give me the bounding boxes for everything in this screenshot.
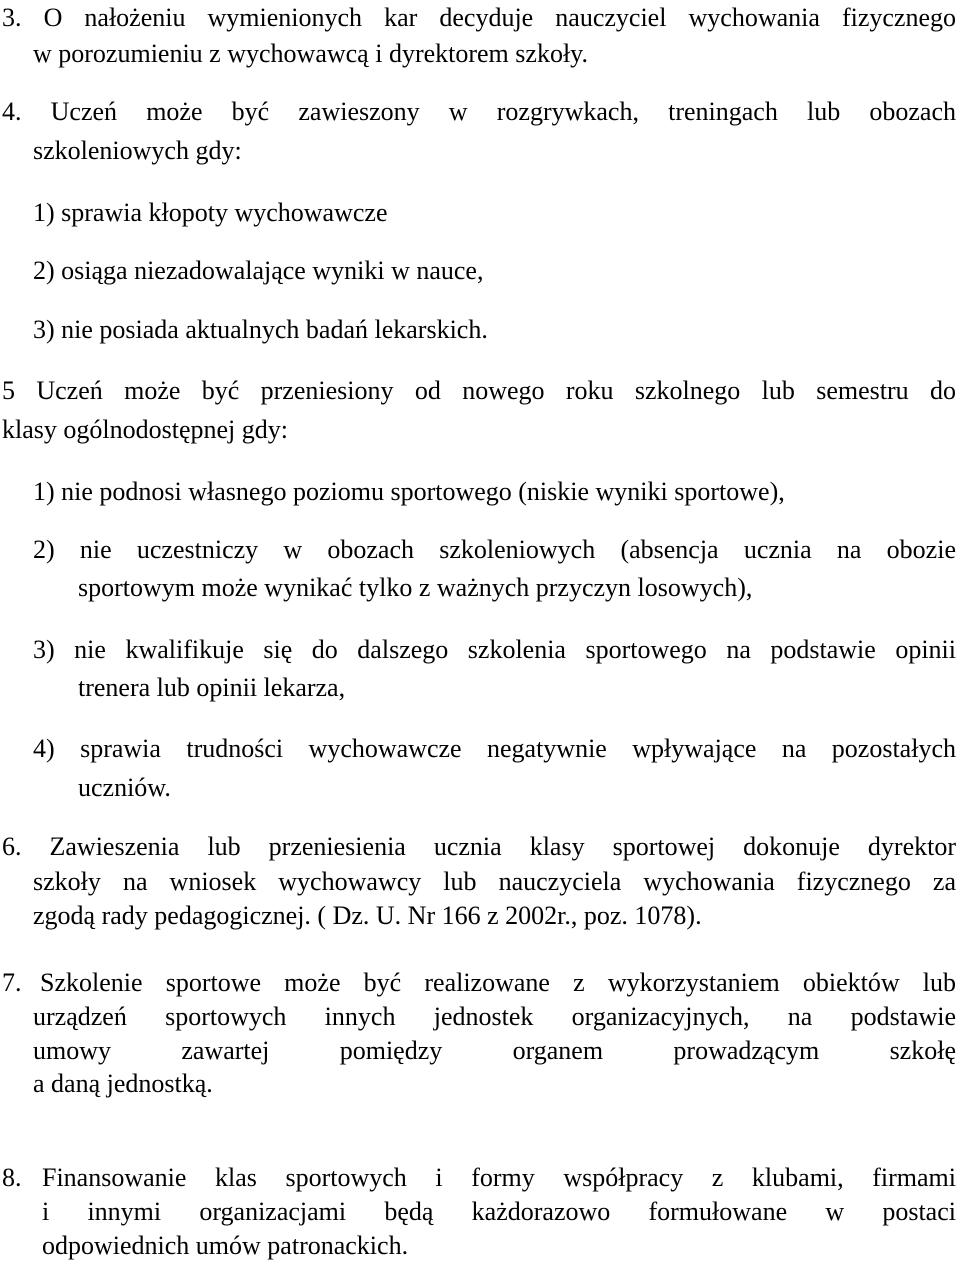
p5-line-2: klasy ogólnodostępnej gdy: xyxy=(2,415,288,444)
p5-list-item-4-line-2: uczniów. xyxy=(78,773,171,802)
p8-line-2: i innymi organizacjami będą każdorazowo formułowane w postaci xyxy=(42,1197,956,1226)
p7-number: 7. xyxy=(2,968,22,997)
p7-line-3: umowy zawartej pomiędzy organem prowadzącym szkołę xyxy=(33,1036,956,1065)
p3-line-2: w porozumieniu z wychowawcą i dyrektorem szkoły. xyxy=(33,39,588,68)
p7-line-4: a daną jednostką. xyxy=(33,1069,213,1098)
p5-list-item-3-line-2: trenera lub opinii lekarza, xyxy=(78,673,346,702)
p5-list-item-2-line-2: sportowym może wynikać tylko z ważnych przyczyn losowych), xyxy=(78,573,753,602)
p8-number: 8. xyxy=(2,1163,22,1192)
p6-line-2: szkoły na wniosek wychowawcy lub nauczyciela wychowania fizycznego za xyxy=(33,867,956,896)
p7-line-1: Szkolenie sportowe może być realizowane z wykorzystaniem obiektów lub xyxy=(40,968,956,997)
p4-list-item-2: 2) osiąga niezadowalające wyniki w nauce, xyxy=(33,256,484,285)
p4-line-2: szkoleniowych gdy: xyxy=(33,136,242,165)
p6-line-1: 6. Zawieszenia lub przeniesienia ucznia klasy sportowej dokonuje dyrektor xyxy=(2,832,956,861)
p8-line-3: odpowiednich umów patronackich. xyxy=(42,1231,409,1260)
p5-list-item-1: 1) nie podnosi własnego poziomu sportowego (niskie wyniki sportowe), xyxy=(33,477,785,506)
p5-list-item-4-line-1: 4) sprawia trudności wychowawcze negatywnie wpływające na pozostałych xyxy=(33,734,956,763)
p4-list-item-1: 1) sprawia kłopoty wychowawcze xyxy=(33,198,388,227)
p3-line-1: 3. O nałożeniu wymienionych kar decyduje nauczyciel wychowania fizycznego xyxy=(2,3,956,32)
p5-line-1: 5 Uczeń może być przeniesiony od nowego roku szkolnego lub semestru do xyxy=(2,376,956,405)
p5-list-item-3-line-1: 3) nie kwalifikuje się do dalszego szkolenia sportowego na podstawie opinii xyxy=(33,635,956,664)
p7-line-2: urządzeń sportowych innych jednostek organizacyjnych, na podstawie xyxy=(33,1002,956,1031)
p5-list-item-2-line-1: 2) nie uczestniczy w obozach szkoleniowych (absencja ucznia na obozie xyxy=(33,535,956,564)
p4-list-item-3: 3) nie posiada aktualnych badań lekarskich. xyxy=(33,315,488,344)
p4-line-1: 4. Uczeń może być zawieszony w rozgrywkach, treningach lub obozach xyxy=(2,97,956,126)
p6-line-3: zgodą rady pedagogicznej. ( Dz. U. Nr 166 z 2002r., poz. 1078). xyxy=(33,901,702,930)
p8-line-1: Finansowanie klas sportowych i formy współpracy z klubami, firmami xyxy=(42,1163,956,1192)
